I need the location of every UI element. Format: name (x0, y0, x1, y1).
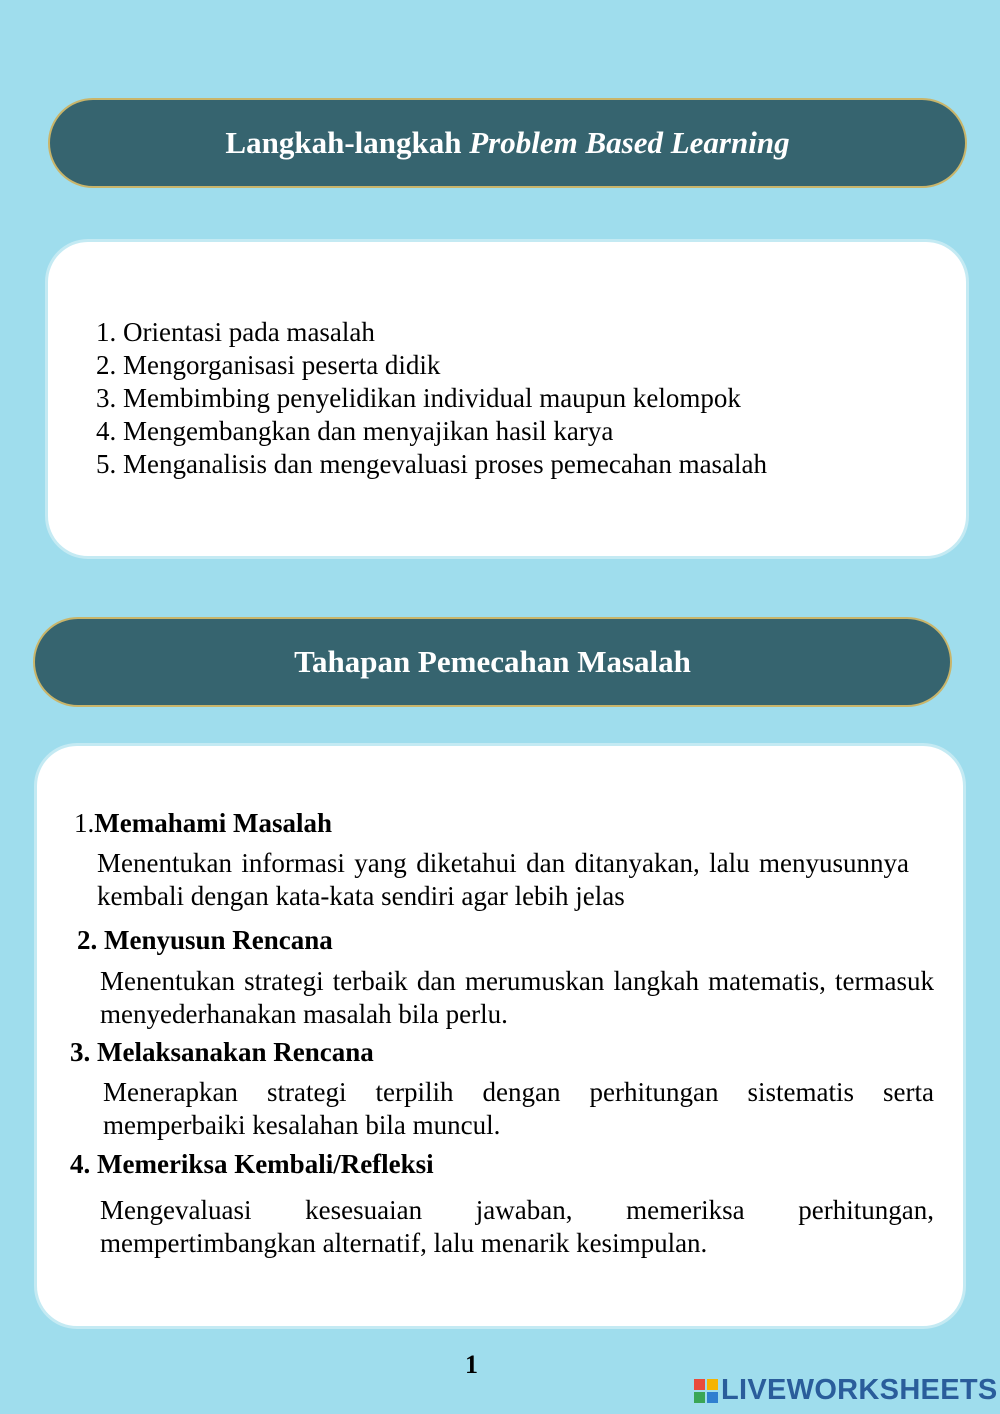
logo-square (694, 1392, 705, 1403)
stage-desc-3: Menerapkan strategi terpilih dengan perhitungan sistematis serta memperbaiki kesalahan bila muncul. (103, 1077, 934, 1140)
section-title-problem-based-learning (48, 98, 967, 188)
list-item: 2. Mengorganisasi peserta didik (96, 350, 441, 380)
stage-title-3: 3. Melaksanakan Rencana (70, 1037, 374, 1067)
list-item: 3. Membimbing penyelidikan individual maupun kelompok (96, 383, 741, 413)
section-title-prefix: Langkah-langkah (225, 125, 470, 160)
stage-desc-1: Menentukan informasi yang diketahui dan ditanyakan, lalu menyusunnya kembali dengan kata-kata sendiri agar lebih jelas (97, 848, 909, 911)
pbl-steps-card (48, 242, 966, 556)
problem-solving-stages-card (37, 746, 963, 1326)
logo-square (694, 1379, 705, 1390)
list-item: 1. Orientasi pada masalah (96, 317, 375, 347)
list-item: 4. Mengembangkan dan menyajikan hasil karya (96, 416, 614, 446)
list-item: 5. Menganalisis dan mengevaluasi proses pemecahan masalah (96, 449, 768, 479)
liveworksheets-logo[interactable] (694, 1374, 998, 1407)
brand-name: LIVEWORKSHEETS (721, 1374, 998, 1406)
liveworksheets-icon (694, 1379, 718, 1403)
section-title-tahapan: Tahapan Pemecahan Masalah (33, 617, 952, 707)
stage-desc-2: Menentukan strategi terbaik dan merumuskan langkah matematis, termasuk menyederhanakan masalah bila perlu. (100, 966, 934, 1029)
stage-title-2: 2. Menyusun Rencana (77, 925, 333, 955)
section-title-italic: Problem Based Learning (469, 125, 790, 160)
stage-title-1: 1.Memahami Masalah (74, 808, 332, 838)
stage-title-4: 4. Memeriksa Kembali/Refleksi (70, 1149, 434, 1179)
pbl-steps-list (96, 316, 767, 481)
logo-square (707, 1379, 718, 1390)
stage-desc-4: Mengevaluasi kesesuaian jawaban, memeriksa perhitungan, mempertimbangkan alternatif, lalu menarik kesimpulan. (100, 1195, 934, 1258)
page-number: 1 (465, 1350, 478, 1379)
logo-square (707, 1392, 718, 1403)
